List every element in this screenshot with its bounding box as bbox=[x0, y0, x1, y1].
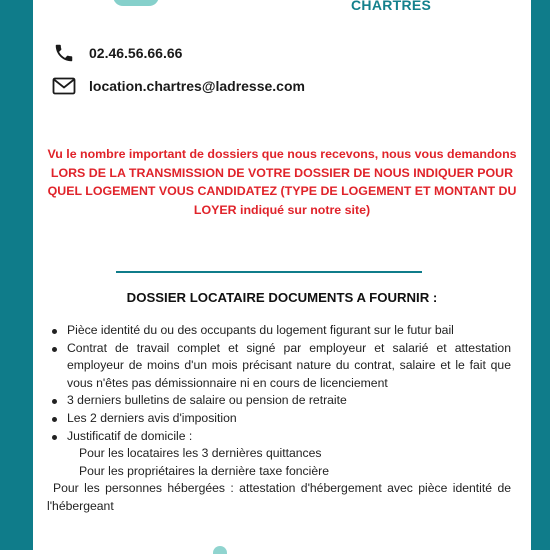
documents-heading: DOSSIER LOCATAIRE DOCUMENTS A FOURNIR : bbox=[126, 290, 438, 305]
footer-logo-mark bbox=[213, 546, 227, 554]
email-row bbox=[51, 73, 305, 99]
list-item bbox=[33, 428, 531, 446]
list-item bbox=[33, 392, 531, 410]
envelope-icon bbox=[51, 73, 77, 99]
documents-list bbox=[33, 322, 531, 516]
bullet-icon bbox=[52, 417, 57, 422]
phone-icon bbox=[51, 40, 77, 66]
section-divider bbox=[116, 271, 422, 273]
phone-row bbox=[51, 40, 182, 66]
list-item-text: Les 2 derniers avis d'imposition bbox=[67, 410, 237, 425]
bullet-icon bbox=[52, 329, 57, 334]
application-notice: Vu le nombre important de dossiers que nous recevons, nous vous demandons LORS DE LA TRANSMISSION DE VOTRE DOSSIER DE NOUS INDIQUER POUR QUEL LOGEMENT VOUS CANDIDATEZ (TYPE DE LOGEMENT ET MONTANT DU LOYER indiqué sur notre site) bbox=[47, 147, 517, 217]
flyer-card bbox=[33, 0, 531, 550]
list-item-text: 3 derniers bulletins de salaire ou pension de retraite bbox=[67, 393, 347, 408]
phone-number[interactable]: 02.46.56.66.66 bbox=[89, 45, 183, 61]
bullet-icon bbox=[52, 435, 57, 440]
list-item-text: Contrat de travail complet et signé par employeur et salarié et attestation employeur de moins d'un mois précisant nature du contrat, salaire et le fait que vous n'êtes pas démissionnaire ni en cours de licenciement bbox=[67, 340, 511, 390]
list-item-text: Justificatif de domicile : bbox=[67, 428, 193, 443]
right-frame-border bbox=[531, 0, 550, 550]
domicile-detail-tenants: Pour les locataires les 3 dernières quittances bbox=[79, 446, 322, 461]
email-address[interactable]: location.chartres@ladresse.com bbox=[89, 78, 305, 94]
domicile-detail-hosted: Pour les personnes hébergées : attestation d'hébergement avec pièce identité de l'hébergeant bbox=[47, 481, 511, 513]
bullet-icon bbox=[52, 347, 57, 352]
list-item-text: Pièce identité du ou des occupants du logement figurant sur le futur bail bbox=[67, 323, 454, 337]
bullet-icon bbox=[52, 399, 57, 404]
list-item bbox=[33, 322, 531, 340]
left-frame-border bbox=[0, 0, 33, 550]
list-item bbox=[33, 410, 531, 428]
domicile-detail-owners: Pour les propriétaires la dernière taxe foncière bbox=[79, 463, 329, 478]
list-item bbox=[33, 340, 531, 393]
logo-mark bbox=[113, 0, 159, 6]
agency-city: CHARTRES bbox=[351, 0, 432, 13]
